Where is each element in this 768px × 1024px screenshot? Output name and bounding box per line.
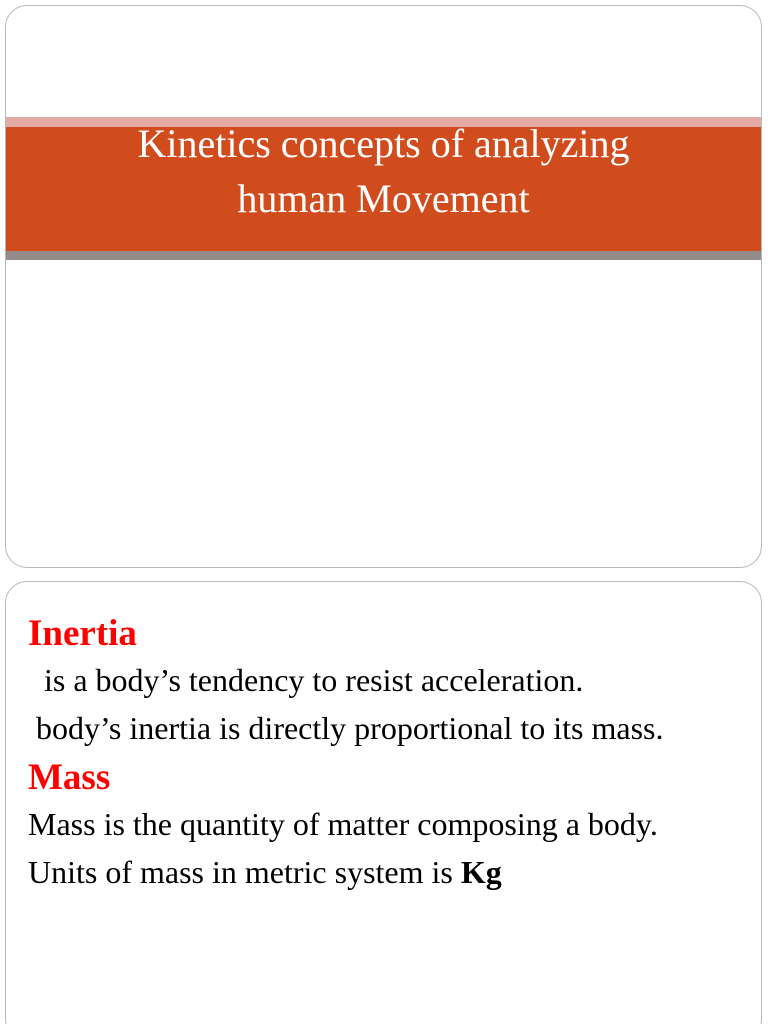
title-slide — [5, 5, 762, 568]
mass-unit-kg: Kg — [460, 854, 502, 890]
slide-title-line-1: Kinetics concepts of analyzing — [137, 121, 630, 166]
mass-units-text: Units of mass in metric system is — [28, 854, 461, 890]
slide-title — [6, 116, 761, 226]
title-band-bottom-stripe — [6, 251, 761, 260]
inertia-definition: is a body’s tendency to resist acceleration. — [44, 662, 584, 698]
content-slide — [5, 581, 762, 1024]
inertia-proportional: body’s inertia is directly proportional to its mass. — [36, 710, 664, 746]
inertia-heading: Inertia — [28, 613, 137, 654]
slide-body — [28, 612, 741, 896]
mass-units — [28, 848, 741, 896]
mass-heading: Mass — [28, 757, 111, 798]
slide-title-line-2: human Movement — [237, 176, 530, 221]
mass-definition: Mass is the quantity of matter composing a body. — [28, 806, 658, 842]
